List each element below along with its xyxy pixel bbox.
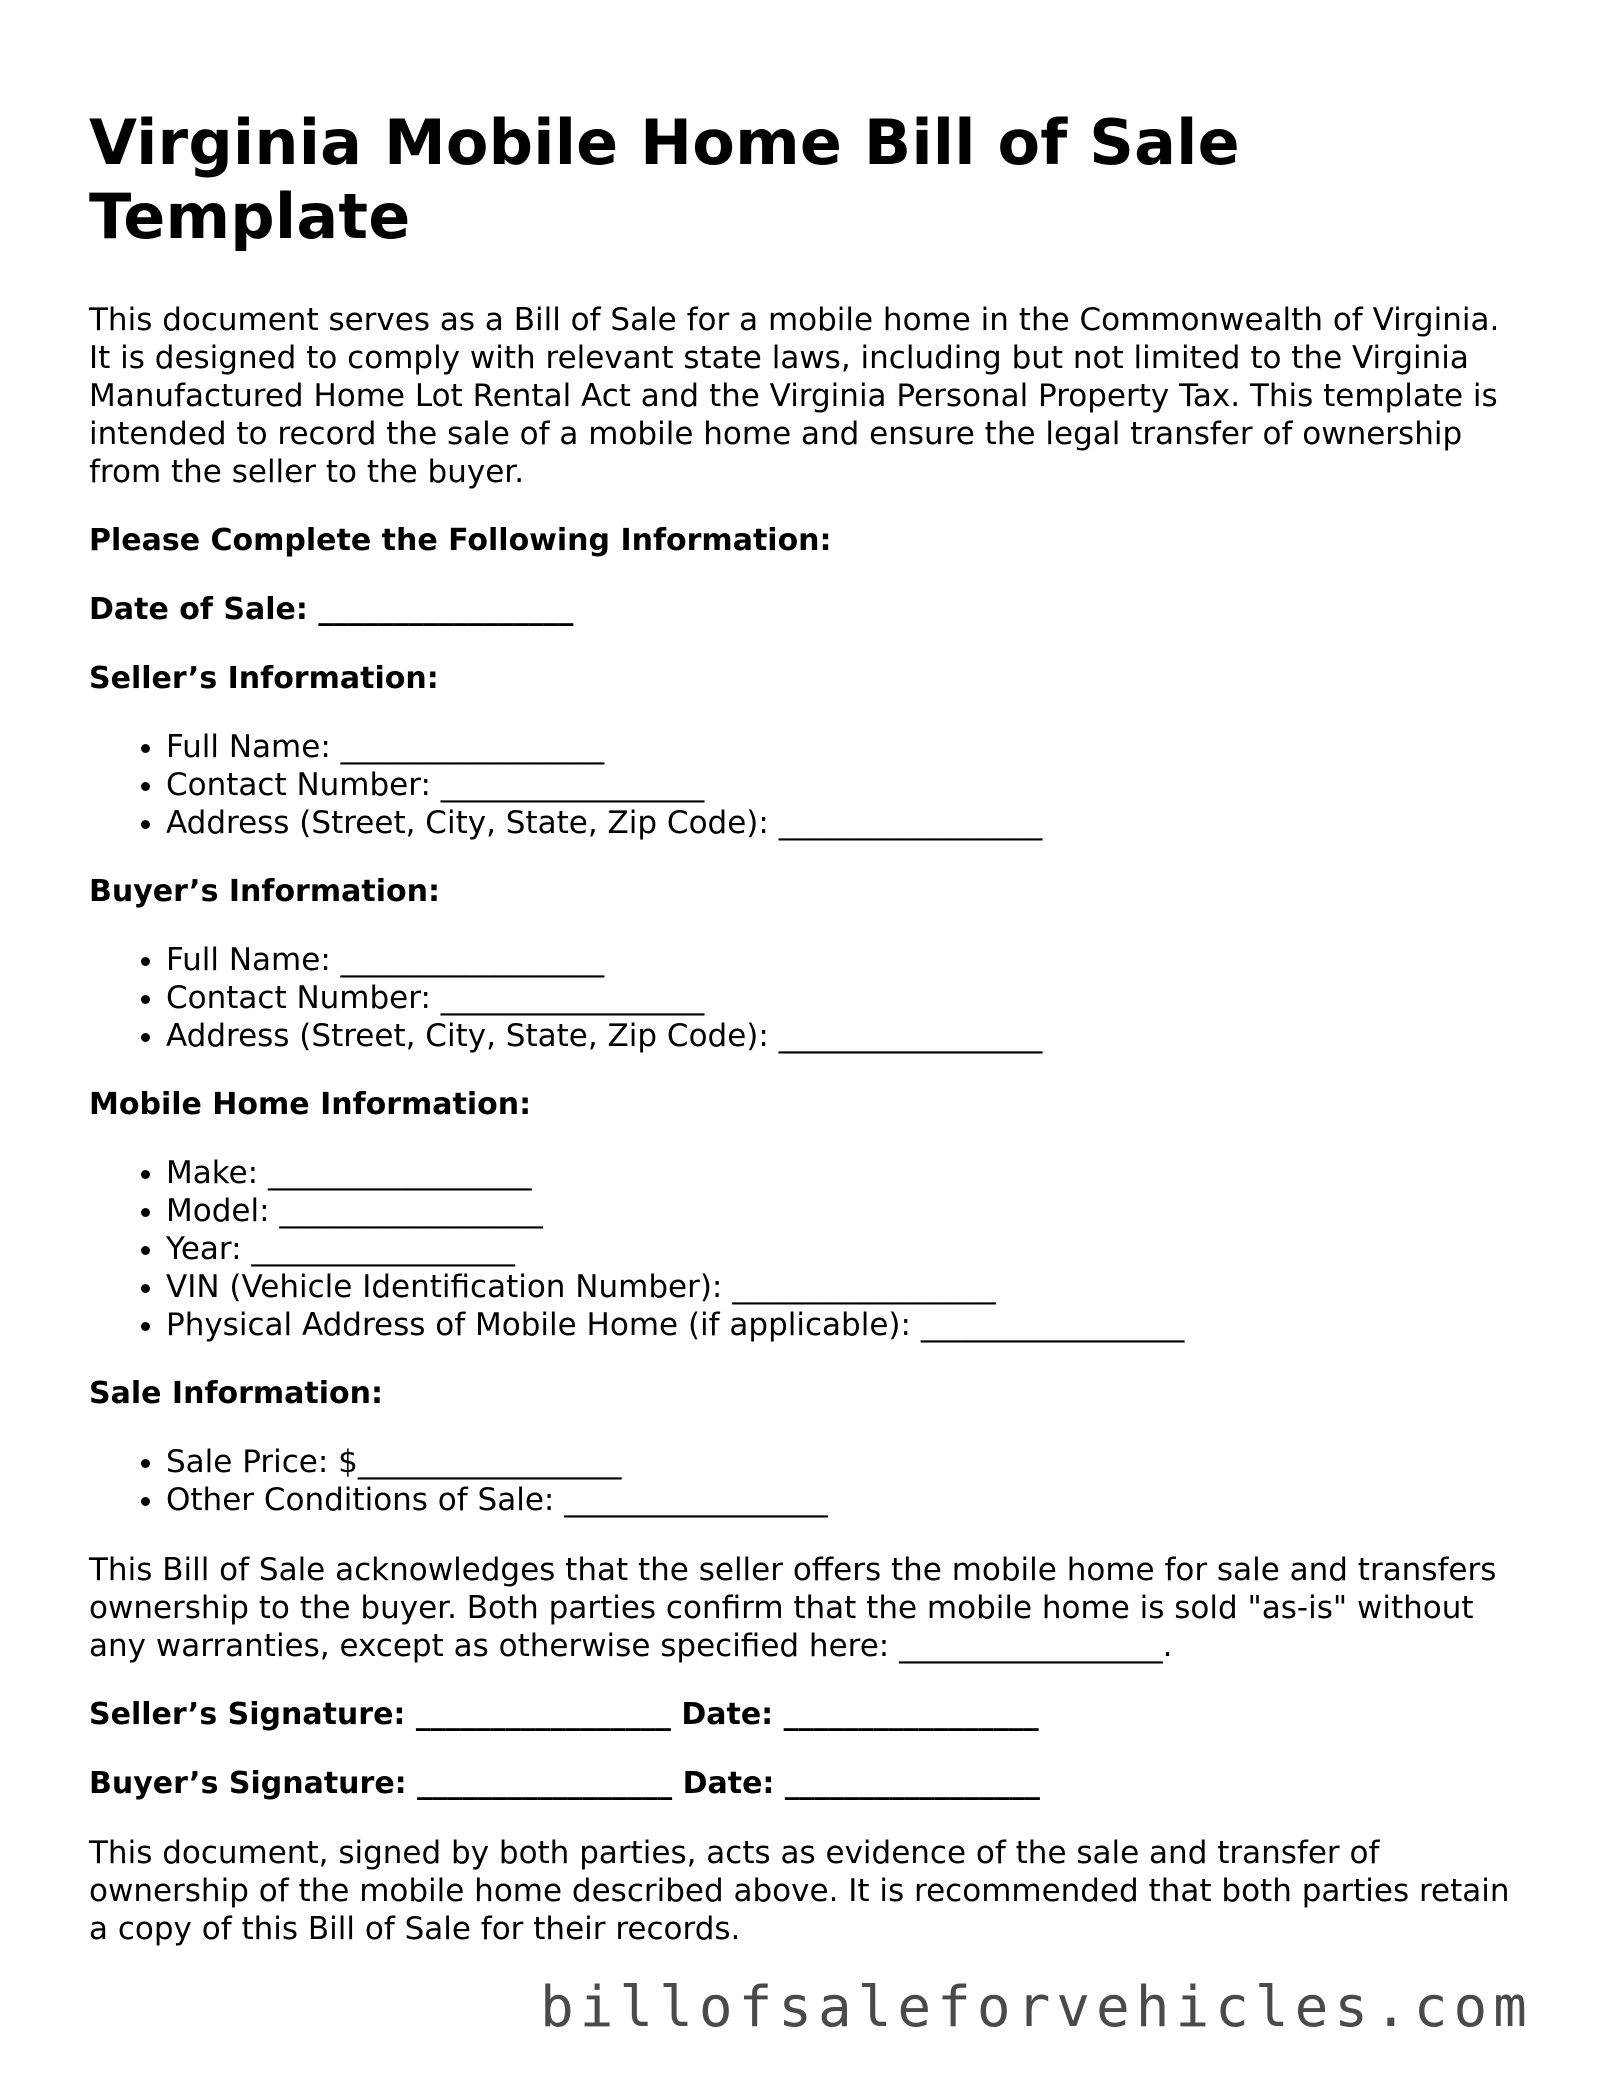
closing-paragraph: This document, signed by both parties, acts as evidence of the sale and transfer of ownership of the mobile home described above. It is recommended that both parties retain a copy of this Bill of Sale for their records. [89,1835,1510,1947]
field-blank[interactable]: _________________ [440,980,705,1016]
sale-heading: Sale Information: [89,1376,383,1411]
document-page [89,106,1529,1948]
field-label: Address (Street, City, State, Zip Code): [166,1018,769,1054]
seller-signature-line [89,1696,1529,1734]
field-label: Year: [166,1231,242,1267]
field-label: VIN (Vehicle Identification Number): [166,1269,723,1305]
date-of-sale-line [89,591,1529,629]
buyer-list [89,941,1529,1055]
field-blank[interactable]: _________________ [778,1018,1043,1054]
buyer-signature-label: Buyer’s Signature: [89,1766,407,1801]
field-blank[interactable]: _________________ [440,767,705,803]
complete-heading: Please Complete the Following Information: [89,523,832,558]
buyer-date-label: Date: [682,1766,775,1801]
list-item [166,1443,1529,1481]
seller-date-label: Date: [681,1697,774,1732]
seller-signature-label: Seller’s Signature: [89,1697,406,1732]
date-of-sale-label: Date of Sale: [89,592,308,627]
field-blank[interactable]: _________________ [920,1307,1185,1343]
page-title: Virginia Mobile Home Bill of Sale Template [89,106,1240,253]
field-label: Full Name: [166,729,331,765]
field-blank[interactable]: _________________ [732,1269,996,1305]
field-blank[interactable]: _________________ [267,1155,532,1191]
field-label: Sale Price: $ [166,1444,358,1480]
field-blank[interactable]: _________________ [778,805,1043,841]
list-item [166,1481,1529,1519]
field-label: Contact Number: [166,980,431,1016]
buyer-signature-line [89,1765,1529,1803]
field-blank[interactable]: _________________ [357,1444,622,1480]
acknowledgement-blank[interactable]: _________________ [899,1628,1163,1664]
field-blank[interactable]: _________________ [279,1193,543,1229]
field-label: Physical Address of Mobile Home (if applicable): [166,1307,911,1343]
field-label: Other Conditions of Sale: [166,1482,555,1518]
buyer-heading: Buyer’s Information: [89,874,440,909]
sale-list [89,1443,1529,1519]
acknowledgement-text: This Bill of Sale acknowledges that the seller offers the mobile home for sale and transfers ownership to the buyer. Both parties confirm that the mobile home is sold "as-is" without any warranties, except as otherwise specified here: [89,1552,1497,1664]
list-item [166,1154,1529,1192]
intro-paragraph: This document serves as a Bill of Sale for a mobile home in the Commonwealth of Virginia. It is designed to comply with relevant state laws, including but not limited to the Virginia Manufactured Home Lot Rental Act and the Virginia Personal Property Tax. This template is intended to record the sale of a mobile home and ensure the legal transfer of ownership from the seller to the buyer. [89,302,1500,490]
buyer-date-blank[interactable]: _________________ [784,1766,1040,1801]
list-item [166,766,1529,804]
seller-date-blank[interactable]: _________________ [783,1697,1039,1732]
field-blank[interactable]: _________________ [564,1482,828,1518]
date-of-sale-blank[interactable]: _________________ [318,592,574,627]
list-item [166,804,1529,842]
mobile-home-heading: Mobile Home Information: [89,1087,532,1122]
list-item [166,941,1529,979]
seller-heading: Seller’s Information: [89,661,439,696]
mobile-home-list [89,1154,1529,1344]
field-label: Make: [166,1155,259,1191]
field-label: Contact Number: [166,767,431,803]
list-item [166,1230,1529,1268]
list-item [166,1268,1529,1306]
list-item [166,728,1529,766]
seller-signature-blank[interactable]: _________________ [415,1697,671,1732]
seller-list [89,728,1529,842]
buyer-signature-blank[interactable]: _________________ [417,1766,673,1801]
watermark: billofsaleforvehicles.com [540,1975,1533,2040]
field-blank[interactable]: _________________ [340,729,605,765]
acknowledgement-paragraph [89,1551,1529,1665]
list-item [166,1306,1529,1344]
field-label: Model: [166,1193,270,1229]
field-blank[interactable]: _________________ [340,942,605,978]
field-blank[interactable]: _________________ [251,1231,515,1267]
acknowledgement-end: . [1162,1628,1173,1664]
list-item [166,979,1529,1017]
field-label: Full Name: [166,942,331,978]
field-label: Address (Street, City, State, Zip Code): [166,805,769,841]
list-item [166,1017,1529,1055]
list-item [166,1192,1529,1230]
